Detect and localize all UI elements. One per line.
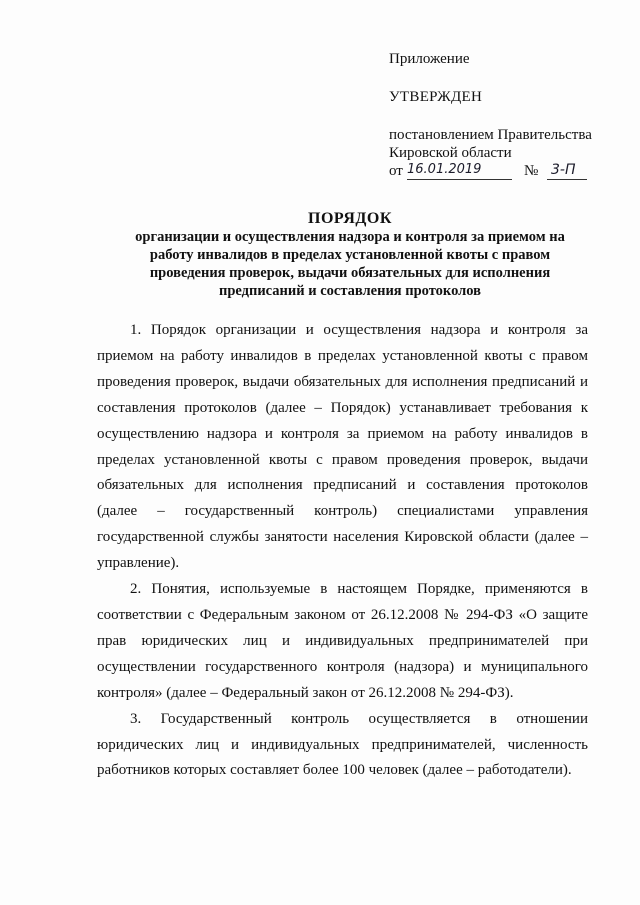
decree-line-2: Кировской области <box>389 145 512 161</box>
number-underline <box>547 179 587 180</box>
handwritten-date: 16.01.2019 <box>407 162 482 177</box>
document-title <box>120 210 580 300</box>
date-prefix: от <box>389 163 403 179</box>
approved-label: УТВЕРЖДЕН <box>389 89 483 105</box>
approval-block <box>389 50 619 180</box>
document-body <box>97 318 588 784</box>
decree-date-number-row <box>389 162 619 180</box>
document-heading: ПОРЯДОК <box>308 210 392 227</box>
appendix-label: Приложение <box>389 51 470 67</box>
paragraph-3: 3. Государственный контроль осуществляется в отношении юридических лиц и индивидуальных предпринимателей, численность работников которых составляет более 100 человек (далее – работодатели). <box>97 710 588 779</box>
paragraph-1: 1. Порядок организации и осуществления надзора и контроля за приемом на работу инвалидов в пределах установленной квоты с правом проведения проверок, выдачи обязательных для исполнения предписаний и составления протоколов (далее – Порядок) устанавливает требования к осуществлению надзора и контроля за приемом на работу инвалидов в пределах установленной квоты с правом проведения проверок, выдачи обязательных для исполнения предписаний и составления протоколов (далее – государственный контроль) специалистами управления государственной службы занятости населения Кировской области (далее – управление). <box>97 322 588 572</box>
decree-line-1: постановлением Правительства <box>389 127 592 143</box>
date-underline <box>407 179 512 180</box>
handwritten-number: 3-П <box>551 162 576 178</box>
paragraph-2: 2. Понятия, используемые в настоящем Порядке, применяются в соответствии с Федеральным законом от 26.12.2008 № 294-ФЗ «О защите прав юридических лиц и индивидуальных предпринимателей при осуществлении государственного контроля (надзора) и муниципального контроля» (далее – Федеральный закон от 26.12.2008 № 294-ФЗ). <box>97 581 588 701</box>
number-label: № <box>524 163 539 179</box>
document-subtitle: организации и осуществления надзора и контроля за приемом на работу инвалидов в пределах установленной квоты с правом проведения проверок, выдачи обязательных для исполнения предписаний и составления протоколов <box>135 229 565 299</box>
